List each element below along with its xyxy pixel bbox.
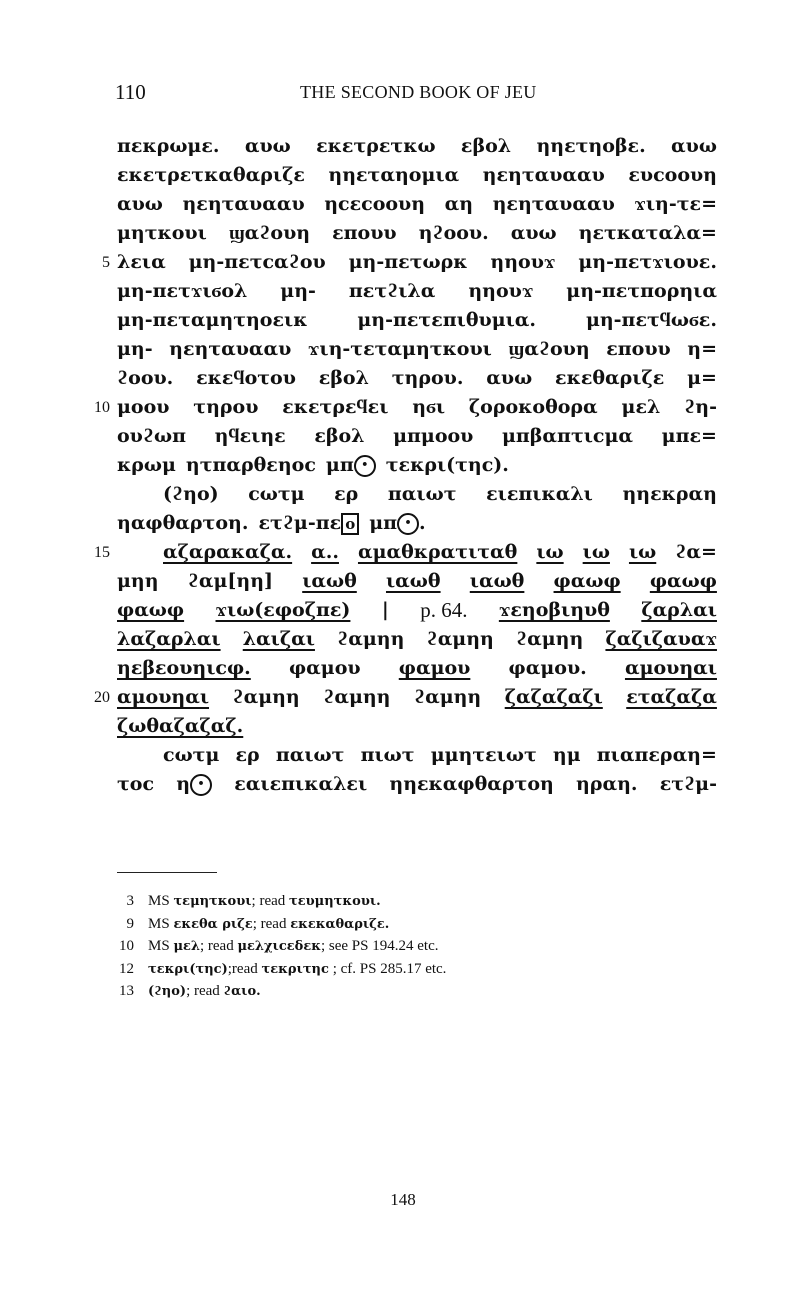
word: ϫιη-τεταμητκουι <box>307 338 492 360</box>
word: μη-πετϫιουε. <box>578 251 717 273</box>
folio-number: 110 <box>115 80 146 104</box>
text-line <box>117 364 717 393</box>
footnote-text: MS <box>148 893 174 909</box>
word: μηη <box>117 570 159 592</box>
text-line <box>117 683 717 712</box>
word: μητκουι <box>117 222 207 244</box>
word: κρωμ <box>117 454 176 476</box>
footnote-number: 10 <box>119 938 134 954</box>
coptic-reading: μελχιcεδεκ <box>237 939 321 954</box>
coptic-reading: ϩαιο. <box>223 984 261 999</box>
coptic-reading: εκεκαθαριζε. <box>290 916 390 932</box>
word: τεκρι(τηc). <box>385 454 509 476</box>
word: επουυ <box>332 222 397 244</box>
word: ϩαμ[ηη] <box>187 570 274 592</box>
word: εκεθαριζε <box>555 367 665 389</box>
word: μπ • <box>326 451 376 480</box>
word: αμουηαι <box>624 657 717 679</box>
text-line <box>117 538 717 567</box>
word: μη-πετεπιθυμια. <box>357 309 537 331</box>
word: ηεηταυααυ <box>169 338 292 360</box>
word: αμαθκρατιταθ <box>357 541 518 563</box>
word: ϩαμηη <box>426 628 494 650</box>
word: μη-πετωρκ <box>348 251 468 273</box>
word: ζαρλαι <box>641 599 717 621</box>
footnote-number: 3 <box>126 893 134 909</box>
word: εκετρετκω <box>316 135 436 157</box>
word: εβολ <box>314 425 365 447</box>
word: μ= <box>687 367 717 389</box>
footnote-number: 9 <box>126 915 134 932</box>
footnote <box>112 958 446 980</box>
word: ηηεκραη <box>622 483 717 505</box>
word: ητπαρθεηοc <box>185 454 316 476</box>
word: εκεϥοτου <box>196 367 296 389</box>
word: ευcοουη <box>628 164 717 186</box>
word: μη- <box>280 280 316 302</box>
word: αμουηαι <box>117 686 210 708</box>
line-number: 10 <box>94 399 110 416</box>
running-head <box>115 80 720 104</box>
word: ϩαμηη <box>232 686 300 708</box>
word: παιωτ <box>275 744 345 766</box>
text-line <box>117 480 717 509</box>
word: cωτμ <box>163 744 220 766</box>
word: μη-πετϥωϭε. <box>585 309 717 331</box>
word: αυω <box>671 135 717 157</box>
footnote-text: ; read <box>186 983 224 999</box>
word: ιαωθ <box>385 570 441 592</box>
word: αυω <box>244 135 291 157</box>
word: τηρου <box>193 396 259 418</box>
word: εβολ <box>318 367 369 389</box>
coptic-reading: τεμητκουι <box>173 894 252 909</box>
word: (ϩηο) <box>163 483 219 505</box>
circled-dot-symbol: • <box>397 513 419 535</box>
word: ϩαμηη <box>516 628 584 650</box>
word: ουϩωπ <box>117 425 186 447</box>
word: φαωφ <box>117 599 185 621</box>
word: ηηετηοβε. <box>536 135 646 157</box>
word: ετϩμ- <box>659 773 717 795</box>
word: ιω <box>582 541 610 563</box>
text-line <box>117 132 717 161</box>
word: αζαρακαζα. <box>163 541 293 563</box>
word: εταζαζα <box>626 686 717 708</box>
word: μπε= <box>661 425 717 447</box>
word: ετϩμ-πε ο <box>258 509 359 538</box>
word: φαμου <box>398 657 471 679</box>
word: ιαωθ <box>469 570 525 592</box>
footnote-text: ;read <box>227 960 262 977</box>
word: μπβαπτιcμα <box>501 425 634 447</box>
footnote <box>112 913 389 935</box>
word: ηcεcοουη <box>324 193 426 215</box>
word: μελ <box>621 396 661 418</box>
word: παιωτ <box>387 483 457 505</box>
word: αυω <box>486 367 533 389</box>
word: ηεβεουηιcφ. <box>117 657 251 679</box>
coptic-reading: εκεθα ριζε <box>173 916 253 932</box>
coptic-reading: τεκριτηc <box>261 961 329 977</box>
footnote-number: 12 <box>119 960 134 977</box>
word: μη-πεταμητηοεικ <box>117 309 308 331</box>
coptic-reading: (ϩηο) <box>148 984 187 999</box>
footnote <box>112 890 381 912</box>
circled-dot-symbol: • <box>190 774 212 796</box>
word: μη-πετcαϩου <box>188 251 326 273</box>
word: ηηεκαφθαρτοη <box>389 773 554 795</box>
text-line <box>117 654 717 683</box>
footnote-text: ; read <box>199 938 238 954</box>
text-line <box>117 277 717 306</box>
word: τοc <box>117 773 155 795</box>
footnote <box>112 980 261 1002</box>
coptic-reading: τεκρι(τηc) <box>148 961 228 977</box>
word: ηεηταυααυ <box>482 164 605 186</box>
word: φαωφ <box>553 570 621 592</box>
word: αη <box>444 193 474 215</box>
word: ηηουϫ <box>468 280 534 302</box>
text-line <box>117 451 717 480</box>
footnote <box>112 935 438 957</box>
word: μπ • . <box>369 512 426 534</box>
word: ιω <box>536 541 564 563</box>
text-line <box>117 190 717 219</box>
word: ειεπικαλι <box>486 483 593 505</box>
word: τηρου. <box>391 367 464 389</box>
word: ϩαμηη <box>337 628 405 650</box>
word: ηηουϫ <box>490 251 556 273</box>
word: πεκρωμε. <box>117 135 220 157</box>
word: cωτμ <box>248 483 305 505</box>
word: μμητειωτ <box>430 744 537 766</box>
boxed-omicron: ο <box>341 513 359 535</box>
word: ϩοου. <box>117 367 174 389</box>
text-line <box>117 509 717 538</box>
word: ηϩοου. <box>418 222 489 244</box>
word: η • <box>176 770 212 799</box>
word: μοου <box>117 396 170 418</box>
word: εαιεπικαλει <box>234 773 368 795</box>
line-number: 15 <box>94 544 110 561</box>
footnote-text: MS <box>148 915 174 932</box>
word: α.. <box>311 541 339 563</box>
word: ηαφθαρτοη. <box>117 512 249 534</box>
footnote-number: 13 <box>119 983 134 999</box>
word: ηετκαταλα= <box>578 222 717 244</box>
footnote-rule <box>117 872 217 873</box>
word: επουυ <box>606 338 671 360</box>
text-line <box>117 712 717 741</box>
text-line <box>117 393 717 422</box>
word: ηεηταυααυ <box>492 193 615 215</box>
word: φαμου <box>288 657 361 679</box>
word: ϩαμηη <box>413 686 482 708</box>
word: ϣαϩουη <box>508 338 590 360</box>
word: λαζαρλαι <box>117 628 221 650</box>
line-number: 20 <box>94 689 110 706</box>
text-line <box>117 596 717 625</box>
word: λεια <box>117 251 166 273</box>
word: εκετρετκαθαριζε <box>117 164 305 186</box>
word: ϩη- <box>684 396 717 418</box>
word: ϣαϩουη <box>228 222 311 244</box>
text-line <box>117 422 717 451</box>
word: ϫιη-τε= <box>634 193 717 215</box>
word: μη-πετϫιϭολ <box>117 280 248 302</box>
word: p. 64. <box>420 598 468 622</box>
word: ζαζαζαζι <box>504 686 603 708</box>
word: ϫιω(εφοζπε) <box>215 599 351 621</box>
word: ϫεηοβιηυθ <box>498 599 610 621</box>
word: ηεηταυααυ <box>182 193 305 215</box>
word: πιαπεραη= <box>596 744 717 766</box>
word: ηραη. <box>576 773 638 795</box>
circled-dot-symbol: • <box>354 455 376 477</box>
text-line <box>117 306 717 335</box>
word: ζοροκοθορα <box>468 396 598 418</box>
word: φαωφ <box>649 570 717 592</box>
word: λαιζαι <box>242 628 315 650</box>
word: ζαζιζαυαϫ <box>605 628 717 650</box>
word: φαμου. <box>508 657 587 679</box>
coptic-reading: μελ <box>173 939 200 954</box>
word: ιω <box>628 541 657 563</box>
text-line <box>117 248 717 277</box>
text-line <box>117 335 717 364</box>
word: ερ <box>334 483 359 505</box>
footnote-text: ; read <box>251 893 290 909</box>
text-line <box>117 567 717 596</box>
page-number: 148 <box>390 1190 416 1209</box>
text-line <box>117 770 717 799</box>
word: ερ <box>235 744 260 766</box>
word: αυω <box>510 222 557 244</box>
text-line <box>117 741 717 770</box>
word: ϩα= <box>675 541 717 563</box>
word: ηϭι <box>412 396 446 418</box>
word: ζωθαζαζαζ. <box>117 715 244 737</box>
word: ιαωθ <box>302 570 357 592</box>
word: πιωτ <box>360 744 415 766</box>
footnote-text: ; read <box>252 915 291 932</box>
running-title: THE SECOND BOOK OF JEU <box>300 82 537 102</box>
footnote-text: ; cf. PS 285.17 etc. <box>328 960 447 977</box>
coptic-reading: τευμητκουι. <box>289 894 381 909</box>
word: εκετρεϥει <box>282 396 389 418</box>
word: μη- <box>117 338 153 360</box>
word: εβολ <box>460 135 512 157</box>
text-line <box>117 161 717 190</box>
text-line <box>117 219 717 248</box>
word: πετϩιλα <box>348 280 436 302</box>
word: μπμοου <box>393 425 474 447</box>
word: μη-πετπορηια <box>566 280 717 302</box>
word: ηϥειηε <box>214 425 286 447</box>
word: ηηεταηομια <box>328 164 460 186</box>
word: ϩαμηη <box>323 686 391 708</box>
word: η= <box>687 338 717 360</box>
footnote-text: ; see PS 194.24 etc. <box>320 938 439 954</box>
word: ημ <box>552 744 581 766</box>
text-line <box>117 625 717 654</box>
word: | <box>381 599 389 621</box>
footnote-text: MS <box>148 938 174 954</box>
word: αυω <box>117 193 163 215</box>
line-number: 5 <box>102 254 110 271</box>
